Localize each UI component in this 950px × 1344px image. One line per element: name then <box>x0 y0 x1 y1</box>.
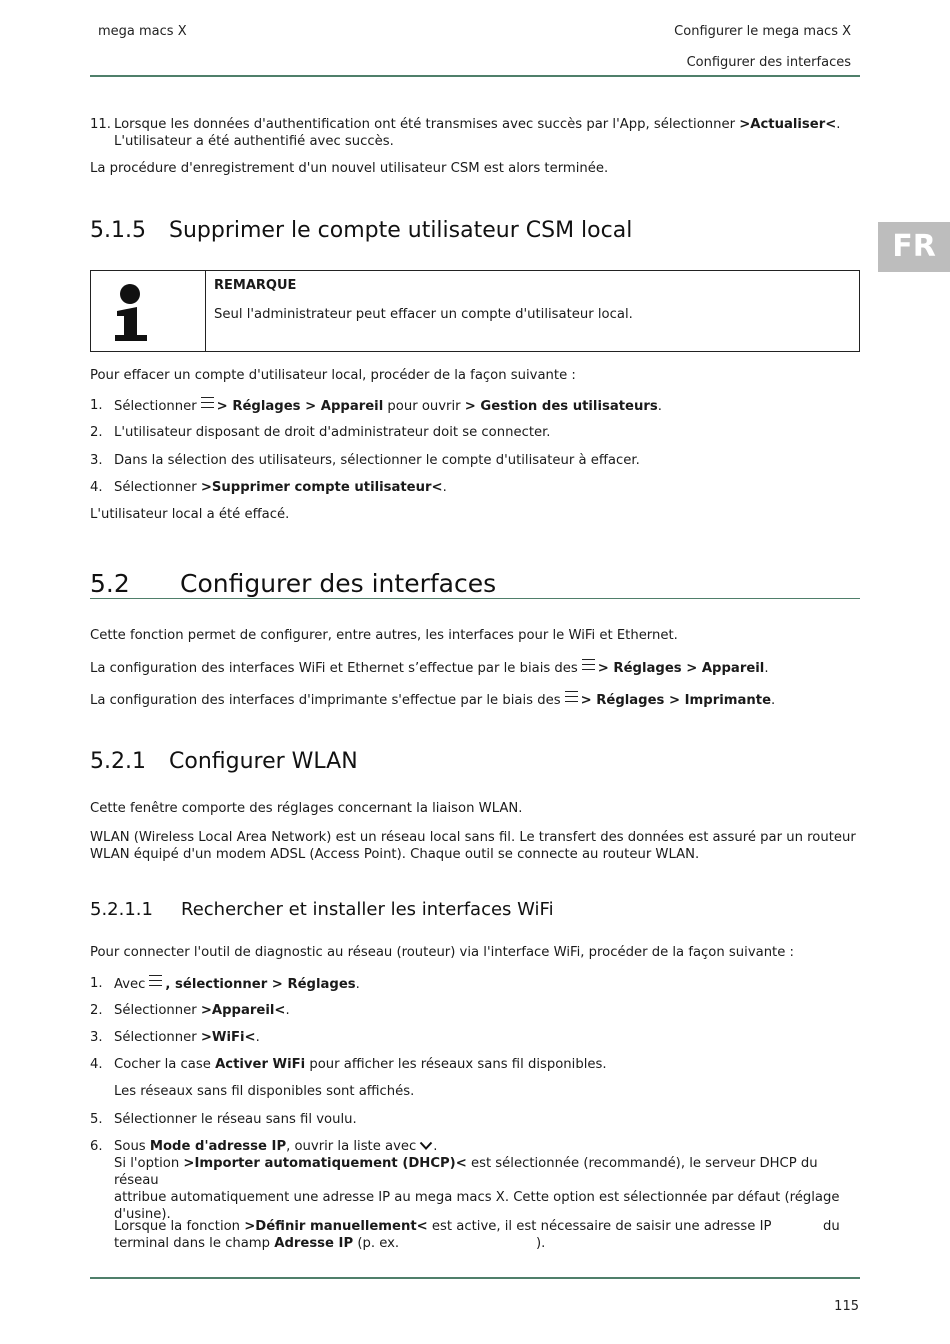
paragraph: Pour connecter l'outil de diagnostic au réseau (routeur) via l'interface WiFi, procéder de la façon suivante : <box>90 945 794 960</box>
paragraph: WLAN (Wireless Local Area Network) est un réseau local sans fil. Le transfert des données est assuré par un routeur WLAN équipé d'un modem ADSL (Access Point). Chaque outil se connecte au routeur WLAN. <box>90 830 856 862</box>
menu-icon <box>201 397 214 408</box>
header-product: mega macs X <box>98 24 187 39</box>
paragraph: La configuration des interfaces d'imprimante s'effectue par le biais des > Réglages > Imprimante. <box>90 693 776 708</box>
paragraph: Cette fenêtre comporte des réglages concernant la liaison WLAN. <box>90 801 523 816</box>
language-tab: FR <box>878 222 950 272</box>
header-rule <box>90 75 860 77</box>
menu-icon <box>149 975 162 986</box>
paragraph: Pour effacer un compte d'utilisateur local, procéder de la façon suivante : <box>90 368 576 383</box>
note-text: Seul l'administrateur peut effacer un compte d'utilisateur local. <box>214 307 633 322</box>
header-chapter: Configurer le mega macs X <box>674 24 851 39</box>
heading-rule <box>90 598 860 599</box>
paragraph: La configuration des interfaces WiFi et Ethernet s’effectue par le biais des > Réglages > Appareil. <box>90 661 769 676</box>
paragraph: La procédure d'enregistrement d'un nouvel utilisateur CSM est alors terminée. <box>90 161 609 176</box>
chevron-down-icon <box>419 1141 433 1151</box>
note-title: REMARQUE <box>214 278 297 293</box>
info-icon <box>91 271 206 351</box>
note-box <box>90 270 860 352</box>
step-result: L'utilisateur a été authentifié avec succès. <box>114 134 394 149</box>
menu-icon <box>565 691 578 702</box>
paragraph: Cette fonction permet de configurer, entre autres, les interfaces pour le WiFi et Ethernet. <box>90 628 678 643</box>
page-number: 115 <box>834 1299 859 1314</box>
list-number: 11. <box>90 117 111 132</box>
footer-rule <box>90 1277 860 1279</box>
header-section: Configurer des interfaces <box>686 55 851 70</box>
menu-icon <box>582 659 595 670</box>
paragraph: L'utilisateur local a été effacé. <box>90 507 290 522</box>
